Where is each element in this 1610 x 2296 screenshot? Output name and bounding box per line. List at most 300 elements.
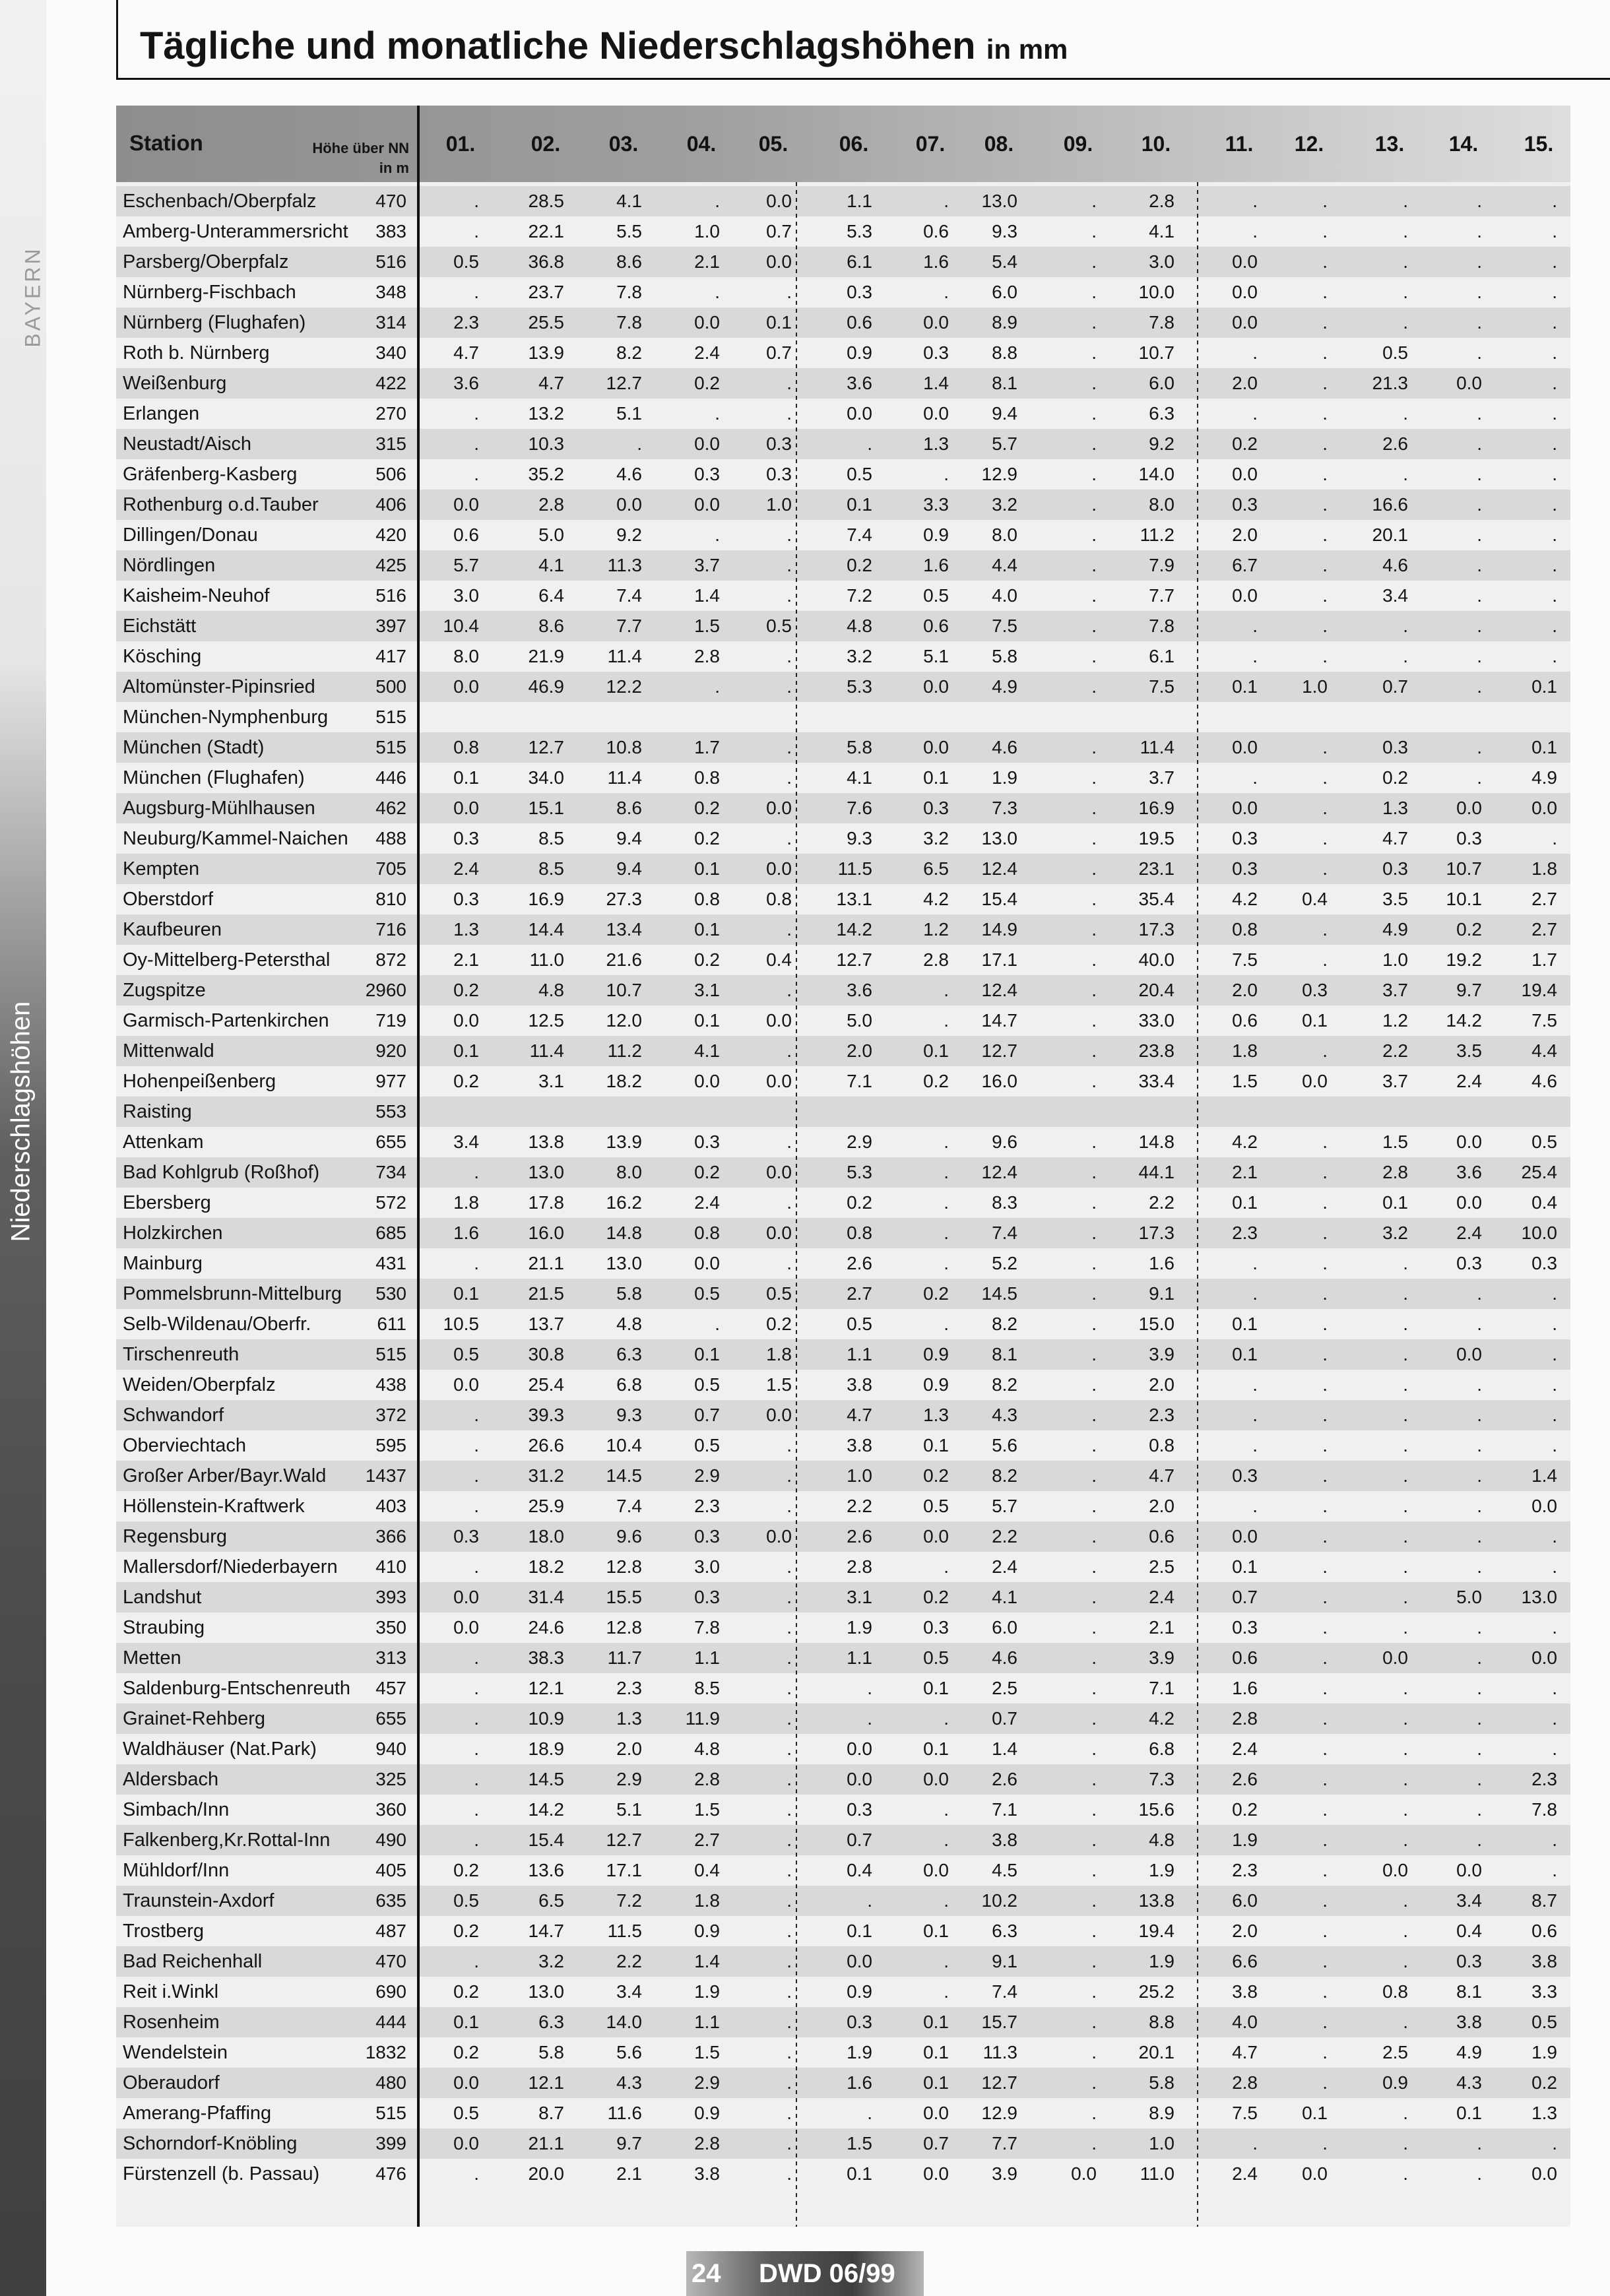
precip-value-day-7: 3.2	[923, 828, 949, 848]
precip-value-day-8: 8.3	[992, 1192, 1017, 1213]
precip-value-day-5: .	[787, 1951, 792, 1971]
station-name: Amberg-Unterammersricht	[123, 221, 348, 242]
station-name: Mittenwald	[123, 1040, 214, 1062]
precip-value-day-7: 5.1	[923, 646, 949, 666]
precip-value-day-8: 8.9	[992, 312, 1017, 333]
precip-value-day-12: .	[1322, 1769, 1328, 1789]
precip-value-day-5: 0.0	[766, 251, 792, 272]
precip-value-day-14: 8.1	[1456, 1981, 1482, 2002]
precip-value-day-11: 6.7	[1232, 555, 1258, 575]
station-height: 635	[375, 1890, 406, 1911]
precip-value-day-4: 1.0	[694, 221, 720, 241]
precip-value-day-1: 0.0	[453, 2133, 479, 2153]
precip-value-day-5: .	[787, 676, 792, 697]
precip-value-day-7: 0.0	[923, 2103, 949, 2123]
precip-value-day-4: 0.7	[694, 1405, 720, 1425]
station-divider-line	[417, 106, 420, 2227]
table-row	[116, 854, 1570, 884]
precip-value-day-8: 6.0	[992, 1617, 1017, 1638]
station-height: 444	[375, 2012, 406, 2032]
precip-value-day-14: 0.3	[1456, 1253, 1482, 1273]
precip-value-day-1: 0.2	[453, 1071, 479, 1091]
precip-value-day-5: 0.0	[766, 798, 792, 818]
precip-value-day-10: 9.1	[1149, 1283, 1175, 1304]
precip-value-day-4: 0.0	[694, 1253, 720, 1273]
table-row	[116, 611, 1570, 641]
precip-value-day-9: .	[1091, 646, 1097, 666]
precip-value-day-14: .	[1477, 1465, 1482, 1486]
precip-value-day-1: .	[474, 464, 479, 484]
precip-value-day-7: 4.2	[923, 889, 949, 909]
precip-value-day-15: .	[1552, 464, 1557, 484]
precip-value-day-4: .	[715, 525, 720, 545]
precip-value-day-9: .	[1091, 1405, 1097, 1425]
precip-value-day-1: .	[474, 1951, 479, 1971]
precip-value-day-6: 1.5	[847, 2133, 872, 2153]
precip-value-day-5: 0.3	[766, 433, 792, 454]
precip-value-day-3: 1.3	[616, 1708, 642, 1729]
table-row	[116, 1461, 1570, 1491]
precip-value-day-3: 10.7	[606, 980, 642, 1000]
precip-value-day-10: 40.0	[1138, 949, 1175, 970]
precip-value-day-6: 2.8	[847, 1556, 872, 1577]
precip-value-day-8: 9.4	[992, 403, 1017, 424]
station-name: Waldhäuser (Nat.Park)	[123, 1738, 317, 1760]
precip-value-day-6: 3.1	[847, 1587, 872, 1607]
precip-value-day-8: 7.5	[992, 616, 1017, 636]
station-height: 1437	[365, 1465, 406, 1486]
precip-value-day-8: 15.4	[981, 889, 1017, 909]
precip-value-day-14: 3.5	[1456, 1040, 1482, 1061]
station-height: 393	[375, 1587, 406, 1607]
precip-value-day-10: 15.6	[1138, 1799, 1175, 1820]
precip-value-day-3: 4.6	[616, 464, 642, 484]
precip-value-day-11: 4.0	[1232, 2012, 1258, 2032]
precip-value-day-2: 13.0	[528, 1162, 564, 1182]
station-name: München (Flughafen)	[123, 767, 305, 788]
precip-value-day-6: 5.3	[847, 221, 872, 241]
station-height: 977	[375, 1071, 406, 1091]
station-name: Höllenstein-Kraftwerk	[123, 1496, 305, 1517]
header-height-line1: Höhe über NN	[312, 140, 409, 156]
precip-value-day-5: 0.3	[766, 464, 792, 484]
precip-value-day-4: 0.3	[694, 1526, 720, 1547]
precip-value-day-7: 0.0	[923, 312, 949, 333]
precip-value-day-8: 17.1	[981, 949, 1017, 970]
table-row	[116, 1279, 1570, 1309]
precip-value-day-8: 4.6	[992, 1647, 1017, 1668]
precip-value-day-10	[1102, 702, 1175, 732]
precip-value-day-14: 0.3	[1456, 828, 1482, 848]
precip-value-day-1: 10.5	[443, 1314, 479, 1334]
precip-value-day-2: 5.0	[538, 525, 564, 545]
precip-value-day-10: 1.0	[1149, 2133, 1175, 2153]
precip-value-day-11: 0.7	[1232, 1587, 1258, 1607]
precip-value-day-6: 1.0	[847, 1465, 872, 1486]
table-row	[116, 1977, 1570, 2007]
station-height: 506	[375, 464, 406, 484]
precip-value-day-8: 9.6	[992, 1132, 1017, 1152]
precip-value-day-11: 2.3	[1232, 1223, 1258, 1243]
station-height: 716	[375, 919, 406, 940]
precip-value-day-8: 5.4	[992, 251, 1017, 272]
precip-value-day-7: .	[944, 1981, 949, 2002]
precip-value-day-11: .	[1252, 1283, 1258, 1304]
precip-value-day-12: .	[1322, 1526, 1328, 1547]
precip-value-day-11: .	[1252, 1496, 1258, 1516]
precip-value-day-7: .	[944, 1830, 949, 1850]
precip-value-day-9: .	[1091, 858, 1097, 879]
precip-value-day-6: 2.7	[847, 1283, 872, 1304]
precip-value-day-3: 14.0	[606, 2012, 642, 2032]
precip-value-day-9: .	[1091, 1435, 1097, 1455]
precip-value-day-14: .	[1477, 646, 1482, 666]
precip-value-day-3: 7.4	[616, 585, 642, 606]
precip-value-day-8: 8.8	[992, 342, 1017, 363]
precipitation-table	[116, 106, 1570, 2227]
precip-value-day-7: 1.6	[923, 251, 949, 272]
station-name: Metten	[123, 1647, 181, 1669]
precip-value-day-13: 0.2	[1382, 767, 1408, 788]
precip-value-day-13: 0.5	[1382, 342, 1408, 363]
table-row	[116, 1521, 1570, 1552]
station-height: 405	[375, 1860, 406, 1880]
precip-value-day-9: .	[1091, 1010, 1097, 1031]
precip-value-day-12: .	[1322, 1465, 1328, 1486]
precip-value-day-6: 2.9	[847, 1132, 872, 1152]
precip-value-day-13: .	[1403, 403, 1408, 424]
precip-value-day-4: 2.8	[694, 646, 720, 666]
table-row	[116, 1946, 1570, 1977]
precip-value-day-12: 0.1	[1302, 1010, 1328, 1031]
precip-value-day-3	[569, 702, 642, 732]
precip-value-day-3: 16.2	[606, 1192, 642, 1213]
header-day-2: 02.	[531, 132, 561, 156]
precip-value-day-12: 0.1	[1302, 2103, 1328, 2123]
station-height: 500	[375, 676, 406, 697]
precip-value-day-5: .	[787, 373, 792, 393]
precip-value-day-12: .	[1322, 1556, 1328, 1577]
station-name: Regensburg	[123, 1526, 227, 1547]
precip-value-day-14: .	[1477, 1678, 1482, 1698]
precip-value-day-14: .	[1477, 2163, 1482, 2184]
precip-value-day-15: .	[1552, 1405, 1557, 1425]
precip-value-day-9: .	[1091, 525, 1097, 545]
precip-value-day-12	[1255, 1097, 1328, 1127]
precip-value-day-10: 5.8	[1149, 2072, 1175, 2093]
precip-value-day-1: .	[474, 1738, 479, 1759]
precip-value-day-3: 12.7	[606, 373, 642, 393]
precip-value-day-4: 1.5	[694, 1799, 720, 1820]
station-name: Pommelsbrunn-Mittelburg	[123, 1283, 342, 1304]
precip-value-day-5: 0.7	[766, 342, 792, 363]
precip-value-day-9: .	[1091, 555, 1097, 575]
station-name: Neustadt/Aisch	[123, 433, 252, 455]
precip-value-day-8: 2.6	[992, 1769, 1017, 1789]
precip-value-day-8: 7.1	[992, 1799, 1017, 1820]
precip-value-day-1: 5.7	[453, 555, 479, 575]
station-height: 734	[375, 1162, 406, 1182]
precip-value-day-7: 0.5	[923, 1496, 949, 1516]
precip-value-day-3: 2.9	[616, 1769, 642, 1789]
precip-value-day-9: .	[1091, 1799, 1097, 1820]
precip-value-day-9: .	[1091, 312, 1097, 333]
precip-value-day-2: 4.8	[538, 980, 564, 1000]
precip-value-day-9: .	[1091, 767, 1097, 788]
station-name: Oberviechtach	[123, 1435, 246, 1456]
station-height: 399	[375, 2133, 406, 2153]
precip-value-day-14: 4.3	[1456, 2072, 1482, 2093]
precip-value-day-6: 0.1	[847, 2163, 872, 2184]
precip-value-day-9: .	[1091, 403, 1097, 424]
table-row	[116, 1309, 1570, 1339]
precip-value-day-11: 0.0	[1232, 585, 1258, 606]
precip-value-day-9: .	[1091, 433, 1097, 454]
precip-value-day-12: .	[1322, 342, 1328, 363]
precip-value-day-1: 1.6	[453, 1223, 479, 1243]
precip-value-day-8: 8.2	[992, 1374, 1017, 1395]
precip-value-day-15: 1.3	[1531, 2103, 1557, 2123]
station-height: 420	[375, 525, 406, 545]
precip-value-day-7: .	[944, 1010, 949, 1031]
precip-value-day-5: 0.5	[766, 616, 792, 636]
precip-value-day-13: 16.6	[1372, 494, 1408, 515]
precip-value-day-1: .	[474, 1830, 479, 1850]
precip-value-day-4: 11.9	[685, 1708, 720, 1729]
precip-value-day-14: 0.0	[1456, 1344, 1482, 1364]
precip-value-day-13: 2.5	[1382, 2042, 1408, 2062]
precip-value-day-12: .	[1322, 585, 1328, 606]
precip-value-day-15: .	[1552, 646, 1557, 666]
precip-value-day-9: .	[1091, 1860, 1097, 1880]
precip-value-day-2: 25.4	[528, 1374, 564, 1395]
precip-value-day-11: 0.0	[1232, 798, 1258, 818]
precip-value-day-15: 1.9	[1531, 2042, 1557, 2062]
precip-value-day-2: 8.6	[538, 616, 564, 636]
precip-value-day-10: 0.8	[1149, 1435, 1175, 1455]
precip-value-day-15: 4.6	[1531, 1071, 1557, 1091]
precip-value-day-10: 7.3	[1149, 1769, 1175, 1789]
precip-value-day-8: 7.3	[992, 798, 1017, 818]
precip-value-day-11: 6.6	[1232, 1951, 1258, 1971]
precip-value-day-8: 15.7	[981, 2012, 1017, 2032]
precip-value-day-13: 4.9	[1382, 919, 1408, 940]
precip-value-day-3: 10.8	[606, 737, 642, 757]
precip-value-day-5: .	[787, 1587, 792, 1607]
precip-value-day-7: 0.1	[923, 1738, 949, 1759]
precip-value-day-12: .	[1322, 1738, 1328, 1759]
precip-value-day-5: .	[787, 2133, 792, 2153]
precip-value-day-5: .	[787, 1708, 792, 1729]
precip-value-day-2: 8.5	[538, 858, 564, 879]
station-name: Neuburg/Kammel-Naichen	[123, 828, 348, 849]
precip-value-day-7: 0.1	[923, 1435, 949, 1455]
precip-value-day-3: 4.3	[616, 2072, 642, 2093]
precip-value-day-8: 12.9	[981, 464, 1017, 484]
precip-value-day-11: .	[1252, 1374, 1258, 1395]
precip-value-day-7: 0.6	[923, 616, 949, 636]
precip-value-day-1: 4.7	[453, 342, 479, 363]
precip-value-day-13: .	[1403, 1799, 1408, 1820]
precip-value-day-5: .	[787, 2103, 792, 2123]
precip-value-day-4: 3.8	[694, 2163, 720, 2184]
table-row	[116, 1673, 1570, 1704]
precip-value-day-14: .	[1477, 312, 1482, 333]
precip-value-day-4: 0.1	[694, 919, 720, 940]
precip-value-day-13	[1336, 702, 1408, 732]
precip-value-day-5: .	[787, 1981, 792, 2002]
precip-value-day-13: .	[1403, 464, 1408, 484]
station-name: Falkenberg,Kr.Rottal-Inn	[123, 1830, 331, 1851]
precip-value-day-13: .	[1403, 1435, 1408, 1455]
table-row	[116, 1643, 1570, 1673]
precip-value-day-11: 0.1	[1232, 1556, 1258, 1577]
precip-value-day-8: 5.6	[992, 1435, 1017, 1455]
precip-value-day-14: .	[1477, 1799, 1482, 1820]
precip-value-day-6: .	[867, 1708, 872, 1729]
station-height: 685	[375, 1223, 406, 1243]
precip-value-day-1: 0.5	[453, 1890, 479, 1911]
precip-value-day-10: 6.0	[1149, 373, 1175, 393]
precip-value-day-13: .	[1403, 1830, 1408, 1850]
precip-value-day-12: .	[1322, 1981, 1328, 2002]
precip-value-day-13: .	[1403, 1374, 1408, 1395]
station-name: Parsberg/Oberpfalz	[123, 251, 289, 272]
precip-value-day-6: 0.8	[847, 1223, 872, 1243]
precip-value-day-12: 0.4	[1302, 889, 1328, 909]
station-name: Hohenpeißenberg	[123, 1071, 276, 1092]
station-name: Erlangen	[123, 403, 200, 424]
precip-value-day-9: .	[1091, 2042, 1097, 2062]
precip-value-day-2: 24.6	[528, 1617, 564, 1638]
precip-value-day-9: .	[1091, 889, 1097, 909]
precip-value-day-8: 14.9	[981, 919, 1017, 940]
precip-value-day-7: 1.6	[923, 555, 949, 575]
precip-value-day-5: .	[787, 525, 792, 545]
precip-value-day-12: .	[1322, 282, 1328, 302]
precip-value-day-14: .	[1477, 767, 1482, 788]
table-row	[116, 823, 1570, 854]
precip-value-day-6: 5.3	[847, 676, 872, 697]
precip-value-day-5: .	[787, 1678, 792, 1698]
precip-value-day-2: 16.9	[528, 889, 564, 909]
precip-value-day-4	[647, 702, 720, 732]
precip-value-day-11: 0.0	[1232, 312, 1258, 333]
precip-value-day-5: .	[787, 1465, 792, 1486]
precip-value-day-14: 5.0	[1456, 1587, 1482, 1607]
precip-value-day-6: .	[867, 1678, 872, 1698]
precip-value-day-12: .	[1322, 1678, 1328, 1698]
precip-value-day-14: 19.2	[1446, 949, 1482, 970]
precip-value-day-5: .	[787, 1496, 792, 1516]
station-height: 446	[375, 767, 406, 788]
precip-value-day-15: 0.6	[1531, 1921, 1557, 1941]
precip-value-day-11: .	[1252, 616, 1258, 636]
station-name: Mallersdorf/Niederbayern	[123, 1556, 338, 1578]
station-name: Weißenburg	[123, 373, 227, 394]
precip-value-day-8: 13.0	[981, 191, 1017, 211]
precip-value-day-7: 0.3	[923, 342, 949, 363]
precip-value-day-15: 0.1	[1531, 676, 1557, 697]
precip-value-day-4: 0.5	[694, 1435, 720, 1455]
table-row	[116, 1795, 1570, 1825]
precip-value-day-15: 13.0	[1521, 1587, 1557, 1607]
precip-value-day-3: 8.2	[616, 342, 642, 363]
precip-value-day-8: 3.9	[992, 2163, 1017, 2184]
precip-value-day-15: .	[1552, 342, 1557, 363]
precip-value-day-8: 7.4	[992, 1981, 1017, 2002]
precip-value-day-2: 25.9	[528, 1496, 564, 1516]
station-name: Rothenburg o.d.Tauber	[123, 494, 319, 515]
precip-value-day-4: 0.2	[694, 949, 720, 970]
station-height: 940	[375, 1738, 406, 1759]
precip-value-day-10: 10.7	[1138, 342, 1175, 363]
precip-value-day-7: .	[944, 980, 949, 1000]
precip-value-day-10: 1.9	[1149, 1951, 1175, 1971]
precip-value-day-8: 14.5	[981, 1283, 1017, 1304]
precip-value-day-2: 15.4	[528, 1830, 564, 1850]
precip-value-day-14: 0.4	[1456, 1921, 1482, 1941]
precip-value-day-10: 33.4	[1138, 1071, 1175, 1091]
precip-value-day-10: 10.0	[1138, 282, 1175, 302]
precip-value-day-15: 25.4	[1521, 1162, 1557, 1182]
precip-value-day-10: 13.8	[1138, 1890, 1175, 1911]
precip-value-day-10	[1102, 1097, 1175, 1127]
precip-value-day-11: .	[1252, 2133, 1258, 2153]
station-height: 1832	[365, 2042, 406, 2062]
station-height: 553	[375, 1101, 406, 1122]
precip-value-day-4: 3.0	[694, 1556, 720, 1577]
precip-value-day-11: 7.5	[1232, 2103, 1258, 2123]
station-height: 457	[375, 1678, 406, 1698]
precip-value-day-2: 13.0	[528, 1981, 564, 2002]
precip-value-day-8: 6.0	[992, 282, 1017, 302]
precip-value-day-6: 11.5	[837, 858, 872, 879]
precip-value-day-13: .	[1403, 2163, 1408, 2184]
precip-value-day-8: 9.1	[992, 1951, 1017, 1971]
station-height: 611	[377, 1314, 406, 1334]
precip-value-day-10: 8.9	[1149, 2103, 1175, 2123]
precip-value-day-15: .	[1552, 1617, 1557, 1638]
column-separator-10	[1197, 182, 1198, 2227]
station-height: 516	[375, 251, 406, 272]
precip-value-day-14: 3.4	[1456, 1890, 1482, 1911]
precip-value-day-6: 5.0	[847, 1010, 872, 1031]
precip-value-day-2	[492, 1097, 564, 1127]
precip-value-day-11: 0.6	[1232, 1647, 1258, 1668]
precip-value-day-5: .	[787, 1617, 792, 1638]
precip-value-day-12: .	[1322, 555, 1328, 575]
precip-value-day-4: 4.8	[694, 1738, 720, 1759]
precip-value-day-14: .	[1477, 1526, 1482, 1547]
precip-value-day-13: 2.8	[1382, 1162, 1408, 1182]
precip-value-day-12: .	[1322, 1283, 1328, 1304]
precip-value-day-5: .	[787, 2163, 792, 2184]
precip-value-day-1: 1.3	[453, 919, 479, 940]
precip-value-day-9: .	[1091, 1526, 1097, 1547]
station-height: 360	[375, 1799, 406, 1820]
precip-value-day-2: 23.7	[528, 282, 564, 302]
precip-value-day-15: .	[1552, 1708, 1557, 1729]
precip-value-day-6: 3.6	[847, 980, 872, 1000]
precip-value-day-13: 4.6	[1382, 555, 1408, 575]
precip-value-day-12: .	[1322, 646, 1328, 666]
station-name: Landshut	[123, 1587, 202, 1608]
precip-value-day-6: 0.3	[847, 282, 872, 302]
table-row	[116, 338, 1570, 368]
station-height: 372	[375, 1405, 406, 1425]
precip-value-day-11: 0.0	[1232, 282, 1258, 302]
